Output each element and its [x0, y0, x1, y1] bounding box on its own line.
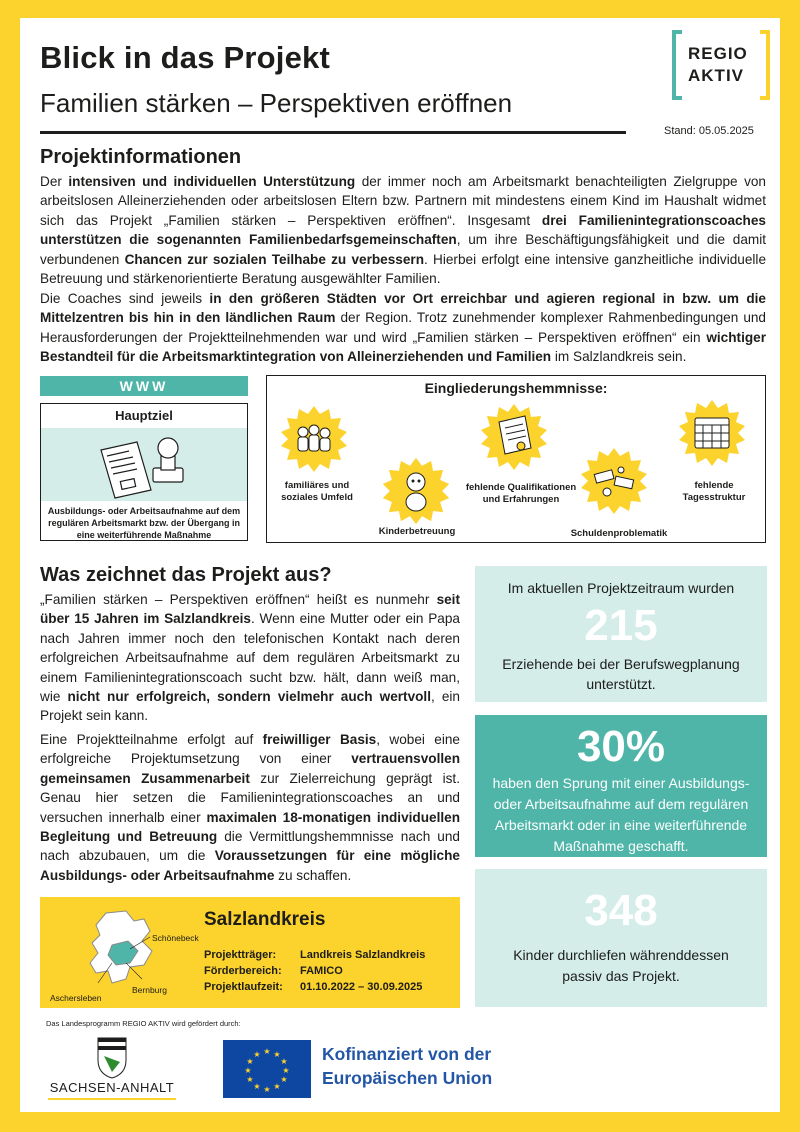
auszeichnung-paragraph-1 — [40, 590, 460, 726]
www-banner — [40, 376, 248, 396]
body-text: . Hierbei erfolgt eine intensive ganzheitliche individuelle Betreuung und stärkenorientierte Beratung ausgewählter Familien. — [40, 251, 767, 287]
body-text: Die Coaches sind jeweils — [40, 291, 210, 306]
info-row-foerderbereich — [204, 965, 343, 977]
emphasis-text: in den größeren Städten vor Ort erreichbar und agieren regional in bzw. um die Mittelzentren bis hin in den ländlichen Raum — [40, 291, 766, 326]
date-stamp: Stand: 05.05.2025 — [664, 125, 754, 137]
hauptziel-title: Hauptziel — [115, 408, 173, 423]
stat3-number: 348 — [584, 886, 658, 935]
stamp-document-icon — [41, 428, 247, 501]
stat1-number: 215 — [584, 601, 658, 650]
hemmnis-label-qualifikationen: fehlende Qualifikationen und Erfahrungen — [465, 482, 577, 505]
poster-page — [20, 18, 780, 1112]
info-value: FAMICO — [300, 965, 343, 977]
svg-text:★: ★ — [244, 1066, 252, 1075]
body-text: „Familien stärken – Perspektiven eröffnen“ heißt es nunmehr — [40, 592, 437, 607]
salzland-title: Salzlandkreis — [204, 909, 326, 930]
salzlandkreis-box — [40, 897, 460, 1008]
body-text: der immer noch am Arbeitsmarkt benachteiligten Zielgruppe von arbeitslosen Alleinerziehenden oder arbeitslosen Eltern bzw. Partnern mit mindestens einem Kind im Haushalt widmet sich das Projekt „Familien stärken – Perspektiven eröffnen“. Insgesamt — [40, 174, 766, 228]
body-text: die Vermittlungshemmnisse nach und nach abzubauen, um die — [40, 829, 460, 864]
map-label-aschersleben: Aschersleben — [50, 993, 102, 1003]
emphasis-text: intensiven und individuellen Unterstützung — [68, 174, 356, 189]
stat-box-quote — [475, 715, 767, 857]
hemmnis-label-umfeld: familiäres und soziales Umfeld — [281, 480, 353, 503]
emphasis-text: wichtiger Bestandteil für die Arbeitsmarktintegration von Alleinerziehenden und Familien — [40, 329, 766, 365]
svg-text:★: ★ — [273, 1050, 281, 1059]
logo-bracket-left — [672, 30, 682, 100]
emphasis-text: maximalen 18-monatigen individuellen Begleitung und Betreuung — [40, 809, 460, 845]
emphasis-text: seit über 15 Jahren im Salzlandkreis — [40, 592, 460, 627]
funding-note: Das Landesprogramm REGIO AKTIV wird gefördert durch: — [46, 1019, 241, 1028]
baby-icon — [383, 458, 449, 529]
eu-text-line1: Kofinanziert von der — [322, 1044, 492, 1064]
eu-text-line2: Europäischen Union — [322, 1068, 493, 1088]
svg-text:★: ★ — [253, 1050, 261, 1059]
eu-cofinancing-text — [322, 1042, 492, 1090]
body-text: , ein Projekt sein kann. — [40, 689, 460, 724]
stat3-text: Kinder durchliefen währenddessen passiv das Projekt. — [513, 947, 729, 984]
stat1-text: Erziehende bei der Berufswegplanung unterstützt. — [502, 656, 740, 692]
family-icon — [281, 406, 347, 477]
body-text: der Region. Trotz zunehmender komplexer Rahmenbedingungen und Herausforderungen der Projektteilnehmenden war und wird „Familien stärken – Perspektiven eröffnen“ ein — [40, 310, 766, 345]
svg-text:★: ★ — [280, 1075, 288, 1084]
info-key: Förderbereich: — [204, 965, 282, 977]
info-key: Projektträger: — [204, 949, 277, 961]
emphasis-text: Voraussetzungen für eine mögliche Ausbildungs- oder Arbeitsaufnahme — [40, 848, 460, 883]
hemmnis-label-schulden: Schuldenproblematik — [570, 528, 668, 539]
logo-text-line2: AKTIV — [688, 66, 744, 85]
money-icon — [581, 448, 647, 519]
info-key: Projektlaufzeit: — [204, 981, 283, 993]
hemmnis-label-kinderbetreuung: Kinderbetreuung — [378, 526, 456, 537]
auszeichnung-paragraph-2 — [40, 730, 460, 885]
emphasis-text: vertrauensvollen gemeinsamen Zusammenarbeit — [40, 751, 460, 786]
sachsen-anhalt-name: SACHSEN-ANHALT — [49, 1080, 175, 1095]
hauptziel-text: Ausbildungs- oder Arbeitsaufnahme auf dem regulären Arbeitsmarkt bzw. der Übergang in eine weiterführende Maßnahme — [47, 506, 241, 540]
map-label-bernburg: Bernburg — [132, 985, 167, 995]
body-text: , um ihre Beschäftigungsfähigkeit und die damit verbundenen — [40, 232, 766, 267]
body-text: zu schaffen. — [274, 867, 352, 883]
emphasis-text: freiwilliger Basis — [262, 732, 377, 747]
svg-text:★: ★ — [253, 1082, 261, 1091]
emphasis-text: drei Familienintegrationscoaches unterstützen die sogenannten Familienbedarfsgemeinschaften — [40, 212, 766, 248]
page-subtitle: Familien stärken – Perspektiven eröffnen — [40, 88, 513, 118]
logo-bracket-right — [760, 30, 770, 100]
emphasis-text: nicht nur erfolgreich, sondern vielmehr auch wertvoll — [67, 689, 431, 705]
hemmnisse-box — [266, 375, 766, 543]
body-text: zur Zielerreichung geprägt ist. Genau hier setzen die Familienintegrationscoaches an und versuchen innerhalb einer — [40, 770, 460, 825]
map-label-schoenebeck: Schönebeck — [152, 933, 199, 943]
stat-box-kinder — [475, 869, 767, 1007]
hemmnisse-title: Eingliederungshemmnisse: — [424, 380, 608, 396]
info-value: Landkreis Salzlandkreis — [300, 949, 426, 961]
body-text: . Wenn eine Mutter oder ein Papa nach Jahren immer noch den telefonischen Kontakt nach deren erfolgreichen Arbeitsaufnahme auf dem regulären Arbeitsmarkt zu einem Familienintegrationscoach sucht bzw. hält, dann weiß man, wie — [40, 611, 460, 705]
certificate-icon — [481, 404, 547, 475]
projektinfo-paragraph-1 — [40, 172, 766, 288]
stat2-number: 30% — [576, 722, 666, 771]
stat1-pretext: Im aktuellen Projektzeitraum wurden — [507, 580, 735, 596]
svg-text:★: ★ — [282, 1066, 290, 1075]
svg-text:★: ★ — [263, 1047, 271, 1056]
body-text: Der — [40, 174, 69, 189]
calendar-icon — [679, 400, 745, 471]
title-divider — [40, 131, 626, 134]
page-title: Blick in das Projekt — [40, 40, 330, 75]
stat2-text: haben den Sprung mit einer Ausbildungs- oder Arbeitsaufnahme auf dem regulären Arbeitsmarkt oder in eine weiterführende Maßnahme geschafft. — [492, 775, 750, 854]
section-heading-projektinfo: Projektinformationen — [40, 146, 242, 168]
www-label: WWW — [119, 378, 169, 394]
svg-text:★: ★ — [273, 1082, 281, 1091]
hauptziel-box — [40, 403, 248, 541]
eu-flag-icon — [223, 1040, 311, 1098]
info-row-laufzeit — [204, 981, 422, 993]
regio-aktiv-logo — [672, 30, 770, 102]
info-row-traeger — [204, 949, 425, 961]
body-text: Eine Projektteilnahme erfolgt auf — [40, 732, 263, 747]
svg-text:★: ★ — [280, 1057, 288, 1066]
hemmnis-label-tagesstruktur: fehlende Tagesstruktur — [682, 480, 746, 503]
projektinfo-paragraph-2 — [40, 289, 766, 367]
svg-text:★: ★ — [263, 1085, 271, 1094]
svg-text:★: ★ — [246, 1057, 254, 1066]
body-text: , wobei eine erfolgreiche Projektumsetzung von einer — [40, 732, 460, 767]
info-value: 01.10.2022 – 30.09.2025 — [300, 981, 423, 993]
svg-text:★: ★ — [246, 1075, 254, 1084]
logo-text-line1: REGIO — [688, 44, 748, 63]
section-heading-auszeichnung: Was zeichnet das Projekt aus? — [40, 564, 332, 586]
emphasis-text: Chancen zur sozialen Teilhabe zu verbessern — [124, 251, 425, 267]
sachsen-anhalt-logo — [42, 1036, 182, 1102]
stat-box-erziehende — [475, 566, 767, 702]
body-text: im Salzlandkreis sein. — [551, 349, 687, 365]
